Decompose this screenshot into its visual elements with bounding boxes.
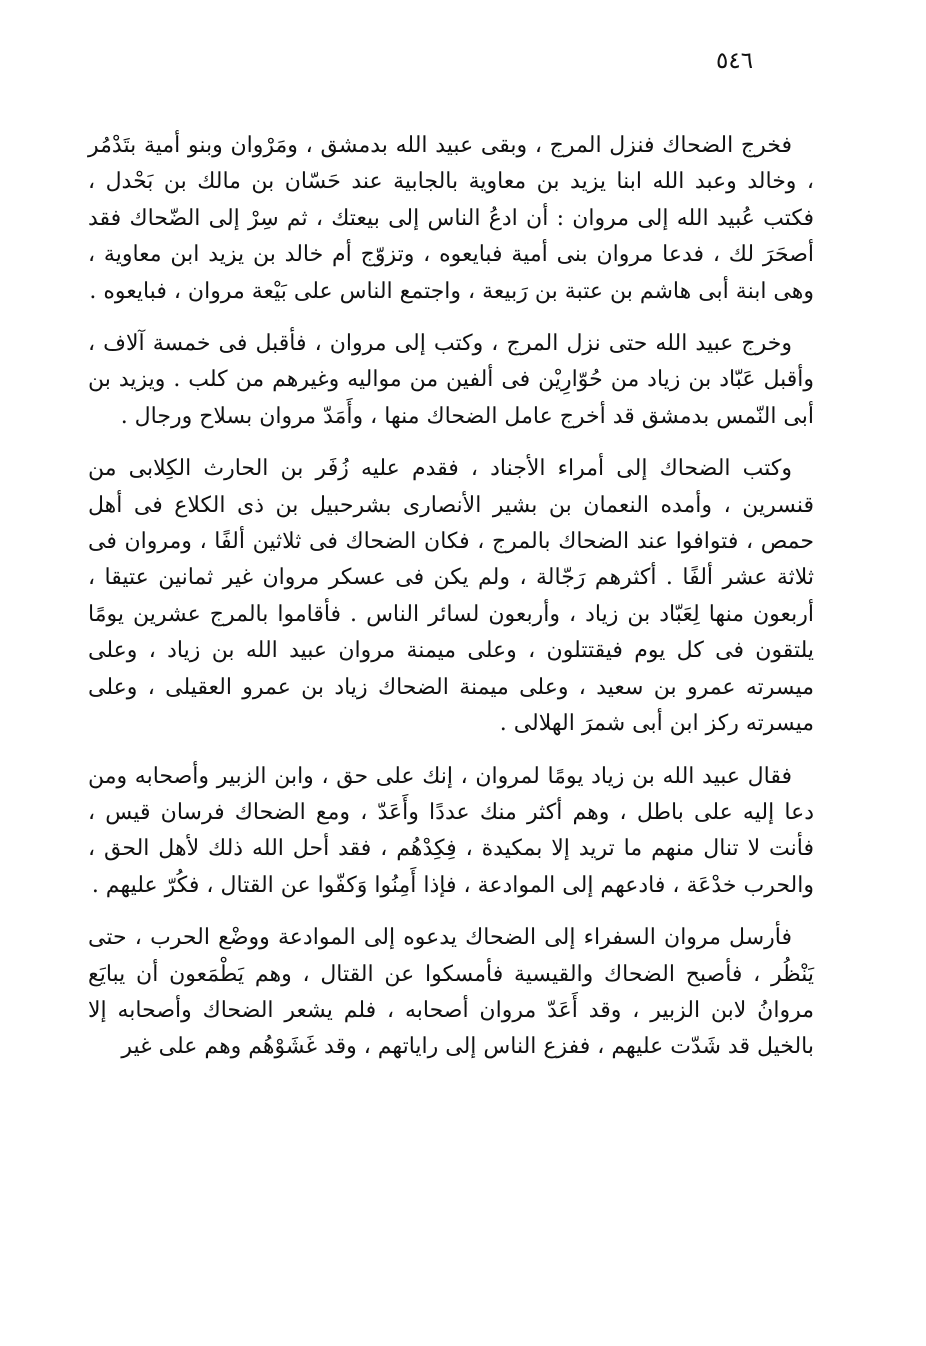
paragraph-4: فقال عبيد الله بن زياد يومًا لمروان ، إنك على حق ، وابن الزبير وأصحابه ومن دعا إليه على باطل ، وهم أكثر منك عددًا وأَعَدّ ، ومع الضحاك فرسان قيس ، فأنت لا تنال منهم ما تريد إلا بمكيدة ، فِكِدْهُم ، فقد أحل الله ذلك لأهل الحق ، والحرب خدْعَة ، فادعهم إلى الموادعة ، فإذا أَمِنُوا وَكفّوا عن القتال ، فكُرّ عليهم . <box>88 763 814 898</box>
paragraph-5: فأرسل مروان السفراء إلى الضحاك يدعوه إلى الموادعة ووضْع الحرب ، حتى يَنْظُر ، فأصبح الضحاك والقيسية فأمسكوا عن القتال ، وهم يَطْمَعون أن يبايَع مروانُ لابن الزبير ، وقد أَعَدّ مروان أصحابه ، فلم يشعر الضحاك وأصحابه إلا بالخيل قد شَدّت عليهم ، ففزع الناس إلى راياتهم ، وقد غَشَوْهُم وهم على غير <box>88 925 814 1060</box>
paragraph-2: وخرج عبيد الله حتى نزل المرج ، وكتب إلى مروان ، فأقبل فى خمسة آلاف ، وأقبل عَبّاد بن زياد من حُوّارِيْن فى ألفين من مواليه وغيرهم من كلب . ويزيد بن أبى النّمس بدمشق قد أخرج عامل الضحاك منها ، وأَمَدّ مروان بسلاح ورجال . <box>88 331 814 429</box>
page-body <box>88 128 814 1066</box>
paragraph-3: وكتب الضحاك إلى أمراء الأجناد ، فقدم عليه زُفَر بن الحارث الكِلابى من قنسرين ، وأمده النعمان بن بشير الأنصارى بشرحبيل بن ذى الكلاع فى أهل حمص ، فتوافوا عند الضحاك بالمرج ، فكان الضحاك فى ثلاثين ألفًا ، ومروان فى ثلاثة عشر ألفًا . أكثرهم رَجّالة ، ولم يكن فى عسكر مروان غير ثمانين عتيقا ، أربعون منها لِعَبّاد بن زياد ، وأربعون لسائر الناس . فأقاموا بالمرج عشرين يومًا يلتقون فى كل يوم فيقتتلون ، وعلى ميمنة مروان عبيد الله بن زياد ، وعلى ميسرته عمرو بن سعيد ، وعلى ميمنة الضحاك زياد بن عمرو العقيلى ، وعلى ميسرته ركز ابن أبى شمرَ الهلالى . <box>88 456 814 737</box>
paragraph-1: فخرج الضحاك فنزل المرج ، وبقى عبيد الله بدمشق ، ومَرْوان وبنو أمية بتَدْمُر ، وخالد وعبد الله ابنا يزيد بن معاوية بالجابية عند حَسّان بن مالك بن بَحْدل ، فكتب عُبيد الله إلى مروان : أن ادعُ الناس إلى بيعتك ، ثم سِرْ إلى الضّحاك فقد أصحَرَ لك ، فدعا مروان بنى أمية فبايعوه ، وتزوّج أم خالد بن يزيد ابن معاوية ، وهى ابنة أبى هاشم بن عتبة بن رَبيعة ، واجتمع الناس على بَيْعة مروان ، فبايعوه . <box>88 133 814 304</box>
page-number: ٥٤٦ <box>716 48 754 74</box>
